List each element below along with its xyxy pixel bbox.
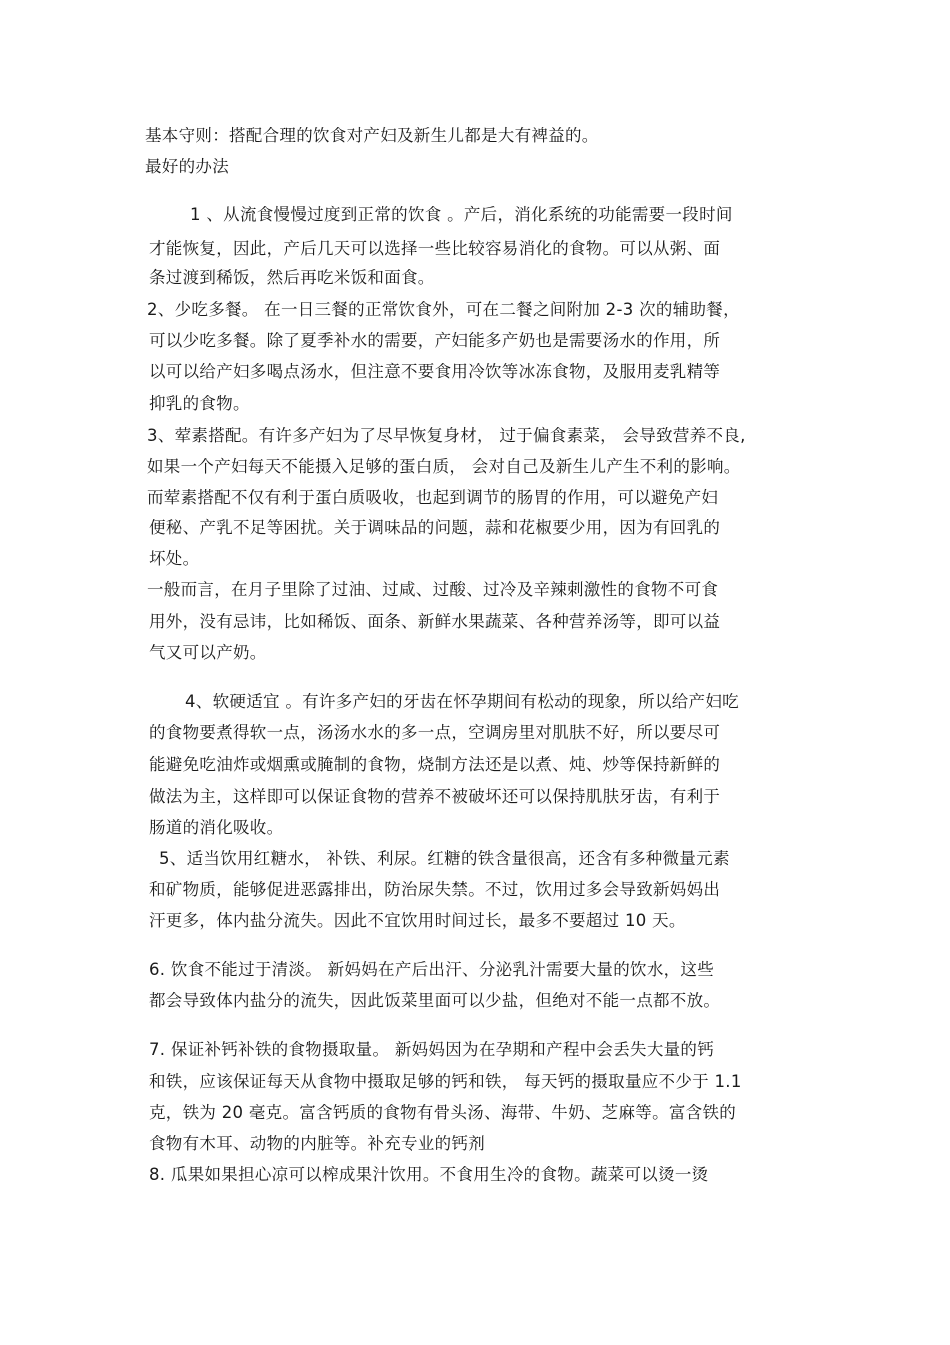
paragraph-line: 一般而言，在月子里除了过油、过咸、过酸、过冷及辛辣刺激性的食物不可食 bbox=[147, 580, 719, 599]
paragraph-line: 能避免吃油炸或烟熏或腌制的食物，烧制方法还是以煮、炖、炒等保持新鲜的 bbox=[149, 755, 721, 774]
paragraph-line: 如果一个产妇每天不能摄入足够的蛋白质， 会对自己及新生儿产生不利的影响。 bbox=[147, 457, 741, 476]
paragraph-line: 可以少吃多餐。除了夏季补水的需要，产妇能多产奶也是需要汤水的作用，所 bbox=[149, 331, 721, 350]
paragraph-line: 食物有木耳、动物的内脏等。补充专业的钙剂 bbox=[149, 1134, 485, 1153]
paragraph-line: 气又可以产奶。 bbox=[149, 643, 267, 662]
paragraph-line: 坏处。 bbox=[149, 549, 200, 568]
paragraph-line: 都会导致体内盐分的流失，因此饭菜里面可以少盐，但绝对不能一点都不放。 bbox=[149, 991, 721, 1010]
paragraph-line: 6. 饮食不能过于清淡。 新妈妈在产后出汗、分泌乳汁需要大量的饮水，这些 bbox=[149, 960, 715, 979]
paragraph-line: 和铁，应该保证每天从食物中摄取足够的钙和铁， 每天钙的摄取量应不少于 1.1 bbox=[149, 1072, 742, 1091]
paragraph-line: 2、少吃多餐。 在一日三餐的正常饮食外，可在二餐之间附加 2-3 次的辅助餐， bbox=[147, 300, 740, 319]
paragraph-line: 用外，没有忌讳，比如稀饭、面条、新鲜水果蔬菜、各种营养汤等，即可以益 bbox=[149, 612, 721, 631]
paragraph-line: 肠道的消化吸收。 bbox=[149, 818, 284, 837]
paragraph-line: 4、软硬适宜 。有许多产妇的牙齿在怀孕期间有松动的现象，所以给产妇吃 bbox=[185, 692, 739, 711]
paragraph-line: 条过渡到稀饭，然后再吃米饭和面食。 bbox=[149, 268, 435, 287]
paragraph-line: 便秘、产乳不足等困扰。关于调味品的问题，蒜和花椒要少用，因为有回乳的 bbox=[149, 518, 721, 537]
paragraph-line: 7. 保证补钙补铁的食物摄取量。 新妈妈因为在孕期和产程中会丢失大量的钙 bbox=[149, 1040, 715, 1059]
paragraph-line: 而荤素搭配不仅有利于蛋白质吸收，也起到调节的肠胃的作用，可以避免产妇 bbox=[147, 488, 719, 507]
paragraph-line: 抑乳的食物。 bbox=[149, 394, 250, 413]
paragraph-line: 汗更多，体内盐分流失。因此不宜饮用时间过长，最多不要超过 10 天。 bbox=[149, 911, 686, 930]
paragraph-line: 克，铁为 20 毫克。富含钙质的食物有骨头汤、海带、牛奶、芝麻等。富含铁的 bbox=[149, 1103, 737, 1122]
paragraph-line: 5、适当饮用红糖水， 补铁、利尿。红糖的铁含量很高，还含有多种微量元素 bbox=[159, 849, 730, 868]
paragraph-line: 做法为主，这样即可以保证食物的营养不被破坏还可以保持肌肤牙齿，有利于 bbox=[149, 787, 721, 806]
paragraph-line: 的食物要煮得软一点，汤汤水水的多一点，空调房里对肌肤不好，所以要尽可 bbox=[149, 723, 721, 742]
paragraph-line: 和矿物质，能够促进恶露排出，防治尿失禁。不过，饮用过多会导致新妈妈出 bbox=[149, 880, 721, 899]
paragraph-line: 才能恢复，因此，产后几天可以选择一些比较容易消化的食物。可以从粥、面 bbox=[149, 239, 721, 258]
paragraph-line: 8. 瓜果如果担心凉可以榨成果汁饮用。不食用生冷的食物。蔬菜可以烫一烫 bbox=[149, 1165, 709, 1184]
intro-line: 基本守则：搭配合理的饮食对产妇及新生儿都是大有裨益的。 bbox=[145, 126, 599, 145]
paragraph-line: 1 、从流食慢慢过度到正常的饮食 。产后，消化系统的功能需要一段时间 bbox=[190, 205, 733, 224]
paragraph-line: 3、荤素搭配。有许多产妇为了尽早恢复身材， 过于偏食素菜， 会导致营养不良, bbox=[147, 426, 746, 445]
section-heading: 最好的办法 bbox=[145, 157, 229, 176]
paragraph-line: 以可以给产妇多喝点汤水，但注意不要食用冷饮等冰冻食物，及服用麦乳精等 bbox=[149, 362, 721, 381]
